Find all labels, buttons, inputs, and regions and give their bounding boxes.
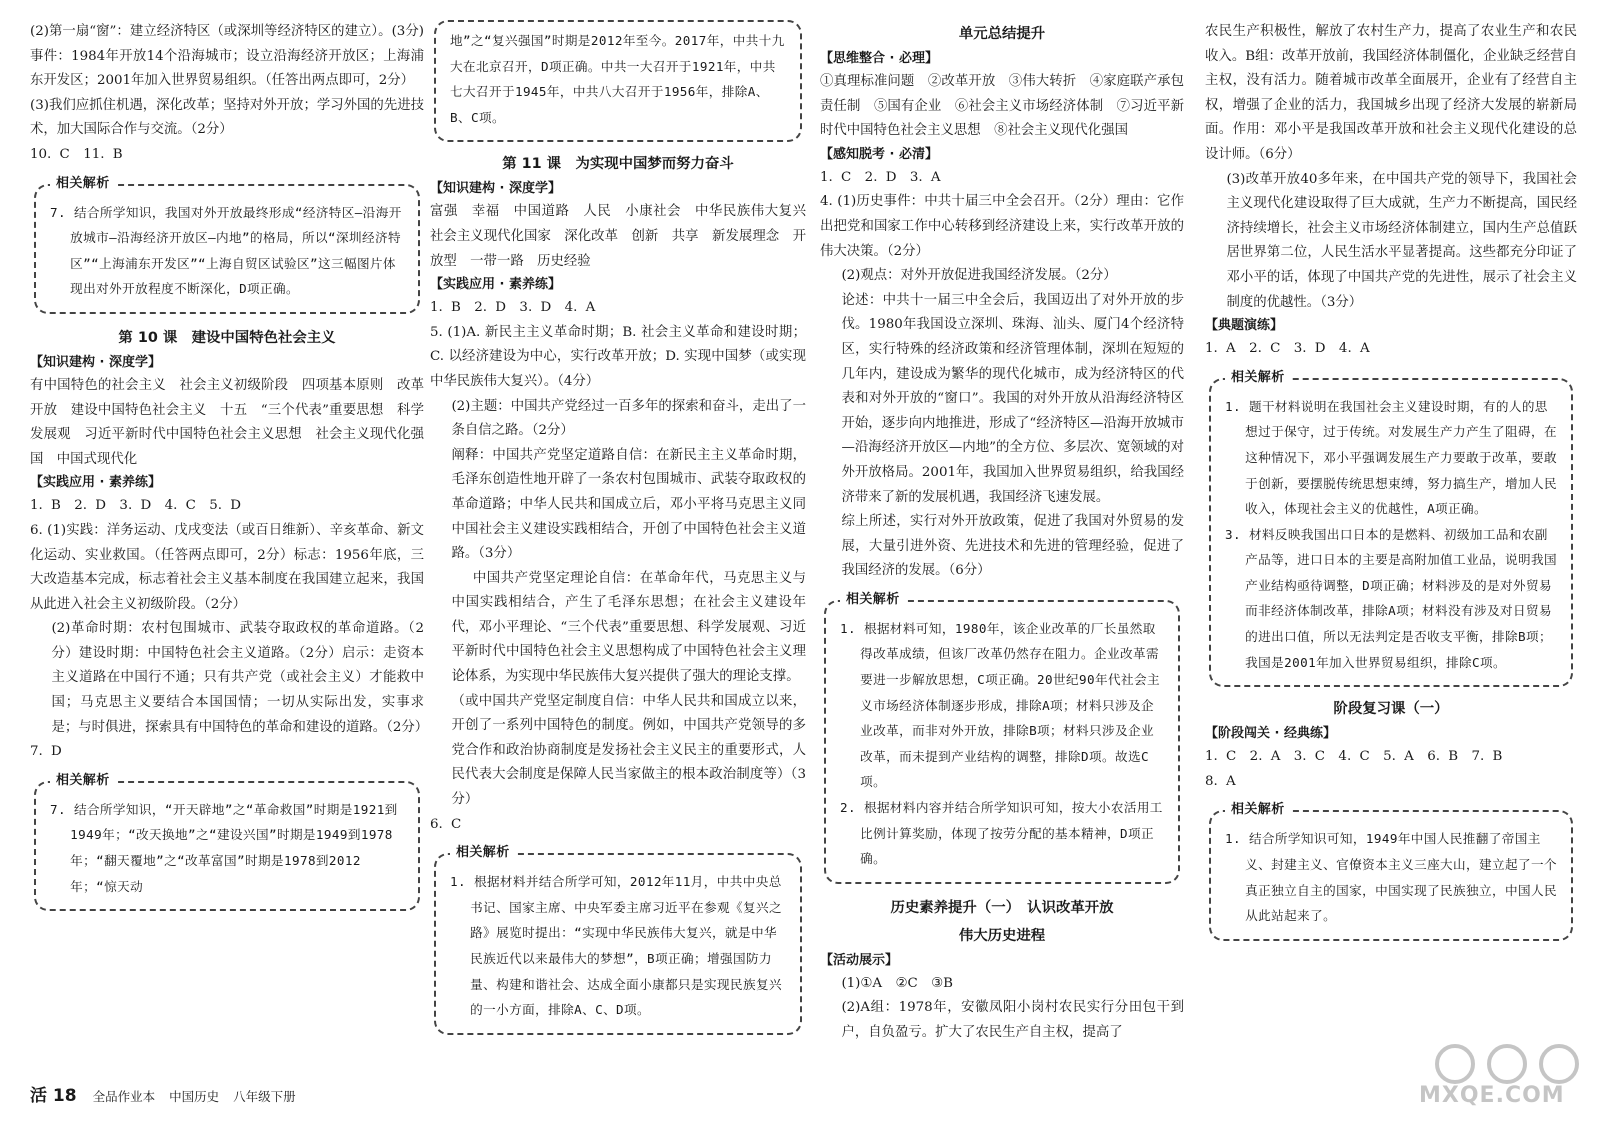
analysis-label: 相关解析: [450, 843, 516, 863]
analysis-label: 相关解析: [50, 174, 116, 194]
choice-answers: 7. D: [30, 744, 62, 760]
choice-answers: 1. B 2. D 3. D 4. A: [430, 300, 596, 316]
analysis-item: 1. 根据材料可知，1980年，该企业改革的厂长虽然取得改革成绩，但该厂改革仍然存在阻力。企业改革需要进一步解放思想，C项正确。20世纪90年代社会主义市场经济体制逐步形成，排除A项；材料只涉及企业改革，而非对外开放，排除B项；材料只涉及企业改革，而未提到产业结构的调整，排除D项。故选C项。: [840, 620, 1160, 790]
answer-text: 农民生产积极性，解放了农村生产力，提高了农业生产和农民收入。B组：改革开放前，我国经济体制僵化，企业缺乏经营自主权，没有活力。随着城市改革全面展开，企业有了经营自主权，增强了企业的活力，我国城乡出现了经济大发展的崭新局面。作用：邓小平是我国改革开放和社会主义现代化建设的总设计师。（6分）: [1205, 24, 1577, 162]
page-footer: [30, 1082, 630, 1111]
answer-text: (2)主题：中国共产党经过一百多年的探索和奋斗，走出了一条自信之路。（2分）: [451, 398, 806, 439]
analysis-label: 相关解析: [1225, 368, 1291, 388]
column-1: [30, 20, 429, 919]
choice-answers: 1. C 2. A 3. C 4. C 5. A 6. B 7. B: [1205, 749, 1503, 765]
analysis-item: 7. 结合所学知识，“开天辟地”之“革命救国”时期是1921到1949年；“改天换地”之“建设兴国”时期是1949到1978年；“翻天覆地”之“改革富国”时期是1978到2012年；“惊天动: [50, 801, 398, 894]
keyword-list: 富强 幸福 中国道路 人民 小康社会 中华民族伟大复兴 社会主义现代化国家 深化改革 创新 共享 新发展理念 开放型 一带一路 历史经验: [430, 204, 820, 269]
watermark-text: MXQE.COM: [1419, 1083, 1565, 1108]
answer-text: 阐释：中国共产党坚定道路自信：在新民主主义革命时期，毛泽东创造性地开辟了一条农村包围城市、武装夺取政权的革命道路；中华人民共和国成立后，邓小平将马克思主义同中国社会主义建设实践相结合，开创了中国特色社会主义道路。（3分）: [451, 447, 806, 562]
unit-summary-title: 单元总结提升: [958, 26, 1046, 42]
choice-answers: 8. A: [1205, 773, 1236, 789]
answer-text: 中国共产党坚定理论自信：在革命年代，马克思主义与中国实践相结合，产生了毛泽东思想；在社会主义建设年代，邓小平理论、“三个代表”重要思想、科学发展观、习近平新时代中国特色社会主义思想构成了中国特色社会主义理论体系，为实现中华民族伟大复兴提供了强大的理论支撑。: [451, 570, 806, 685]
book-name: 全品作业本: [92, 1089, 156, 1104]
answer-text: (2)革命时期：农村包围城市、武装夺取政权的革命道路。（2分）建设时期：中国特色社会主义道路。（2分）启示：走资本主义道路在中国行不通；只有共产党（或社会主义）才能救中国；马克思主义要结合本国国情；一切从实际出发，实事求是；与时俱进，探索具有中国特色的革命和建设的道路。（2分）: [51, 621, 429, 735]
analysis-item: 1. 根据材料并结合所学可知，2012年11月，中共中央总书记、国家主席、中央军委主席习近平在参观《复兴之路》展览时提出：“实现中华民族伟大复兴，就是中华民族近代以来最伟大的梦想”，B项正确；增强国防力量、构建和谐社会、达成全面小康都只是实现民族复兴的一小方面，排除A、C、D项。: [450, 874, 783, 1018]
section-heading: 【典题演练】: [1205, 318, 1284, 334]
section-heading: 【活动展示】: [820, 952, 899, 968]
choice-answers: 10. C 11. B: [30, 146, 123, 162]
section-heading: 【思维整合 · 必理】: [820, 51, 938, 66]
keyword-list: 有中国特色的社会主义 社会主义初级阶段 四项基本原则 改革开放 建设中国特色社会主义 十五 “三个代表”重要思想 科学发展观 习近平新时代中国特色社会主义思想 社会主义现代化强国 中国式现代化: [30, 377, 424, 467]
analysis-box: [1209, 802, 1573, 940]
lesson-title: 第 11 课 为实现中国梦而努力奋斗: [502, 156, 734, 173]
answer-text: (3)我们应抓住机遇，深化改革；坚持对外开放；学习外国的先进技术，加大国际合作与交流。（2分）: [30, 97, 424, 138]
keyword-list: ①真理标准问题 ②改革开放 ③伟大转折 ④家庭联产承包责任制 ⑤国有企业 ⑥社会主义市场经济体制 ⑦习近平新时代中国特色社会主义思想 ⑧社会主义现代化强国: [820, 74, 1184, 139]
analysis-box: [34, 772, 420, 911]
answer-text: (2)A组：1978年，安徽凤阳小岗村农民实行分田包干到户，自负盈亏。扩大了农民生产自主权，提高了: [841, 1000, 1184, 1040]
analysis-box: [34, 175, 420, 314]
grade-name: 八年级下册: [233, 1089, 296, 1104]
answer-text: 5. (1)A. 新民主主义革命时期；B. 社会主义革命和建设时期；C. 以经济建设为中心，实行改革开放；D. 实现中国梦（或实现中华民族伟大复兴）。（4分）: [430, 324, 806, 389]
analysis-item: 地”之“复兴强国”时期是2012年至今。2017年，中共十九大在北京召开，D项正确。中共一大召开于1921年，中共七大召开于1945年，中共八大召开于1956年，排除A、B、C项。: [450, 33, 785, 125]
analysis-item: 3. 材料反映我国出口日本的是燃料、初级加工品和农副产品等，进口日本的主要是高附加值工业品，说明我国产业结构亟待调整，D项正确；材料涉及的是对外贸易而非经济体制改革，排除A项；材料没有涉及对日贸易的进出口值，所以无法判定是否收支平衡，排除B项；我国是2001年加入世界贸易组织，排除C项。: [1225, 526, 1558, 670]
section-heading: 【知识建构 · 深度学】: [30, 354, 161, 370]
answer-text: 论述：中共十一届三中全会后，我国迈出了对外开放的步伐。1980年我国设立深圳、珠海、汕头、厦门4个经济特区，实行特殊的经济政策和经济管理体制，深圳在短短的几年内，建设成为繁华的现代化城市，成为经济特区的代表和对外开放的“窗口”。我国的对外开放从沿海经济特区开始，逐步向内地推进，形成了“经济特区—沿海开放城市—沿海经济开放区—内地”的全方位、多层次、宽领域的对外开放格局。2001年，我国加入世界贸易组织，给我国经济带来了新的发展机遇，我国经济飞速发展。: [841, 292, 1184, 505]
answer-text: 4. (1)历史事件：中共十届三中全会召开。（2分）理由：它作出把党和国家工作中心转移到经济建设上来，实行改革开放的伟大决策。（2分）: [820, 194, 1184, 259]
watermark: [1415, 1040, 1595, 1116]
choice-answers: 6. C: [430, 816, 462, 832]
analysis-label: 相关解析: [1225, 800, 1291, 820]
column-3: [820, 20, 1184, 1046]
analysis-label: 相关解析: [50, 771, 116, 791]
section-heading: 【阶段闯关 · 经典练】: [1205, 726, 1336, 742]
column-2: [430, 20, 820, 1043]
analysis-item: 2. 根据材料内容并结合所学知识可知，按大小农活用工比例计算奖励，体现了按劳分配的基本精神，D项正确。: [840, 800, 1163, 867]
lesson-title: 第 10 课 建设中国特色社会主义: [118, 329, 336, 346]
literacy-subtitle: 伟大历史进程: [958, 927, 1046, 944]
column-4: [1205, 20, 1577, 949]
choice-answers: 1. C 2. D 3. A: [820, 169, 941, 185]
answer-text: 综上所述，实行对外开放政策，促进了我国对外贸易的发展，大量引进外资、先进技术和先进的管理经验，促进了我国经济的发展。（6分）: [841, 514, 1184, 579]
analysis-item: 7. 结合所学知识，我国对外开放最终形成“经济特区—沿海开放城市—沿海经济开放区—内地”的格局，所以“深圳经济特区”“上海浦东开发区”“上海自贸区试验区”这三幅图片体现出对外开放程度不断深化，D项正确。: [50, 204, 402, 297]
section-heading: 【实践应用 · 素养练】: [430, 277, 561, 293]
subject-name: 中国历史: [169, 1089, 220, 1104]
analysis-item: 1. 题干材料说明在我国社会主义建设时期，有的人的思想过于保守，过于传统。对发展生产力产生了阻碍，在这种情况下，邓小平强调发展生产力要敢于改革，要敢于创新，要摆脱传统思想束缚，努力搞生产，增加人民收入，体现社会主义的优越性，A项正确。: [1225, 398, 1558, 517]
answer-text: (1)①A ②C ③B: [841, 975, 953, 991]
answer-text: (3)改革开放40多年来，在中国共产党的领导下，我国社会主义现代化建设取得了巨大成就，生产力不断提高，国民经济持续增长，社会主义市场经济体制建立，国内生产总值跃居世界第二位，人民生活水平显著提高。这些都充分印证了邓小平的话，体现了中国共产党的先进性，展示了社会主义制度的优越性。（3分）: [1226, 171, 1577, 310]
literacy-title: 历史素养提升（一） 认识改革开放: [890, 899, 1114, 916]
choice-answers: 1. A 2. C 3. D 4. A: [1205, 341, 1370, 357]
page-number: 活 18: [30, 1086, 77, 1106]
answer-text: (2)观点：对外开放促进我国经济发展。（2分）: [841, 268, 1117, 284]
analysis-box-continued: [434, 20, 802, 142]
review-title: 阶段复习课（一）: [1333, 701, 1449, 718]
section-heading: 【实践应用 · 素养练】: [30, 475, 161, 491]
answer-text: （或中国共产党坚定制度自信：中华人民共和国成立以来，开创了一系列中国特色的制度。例如，中国共产党领导的多党合作和政治协商制度是发扬社会主义民主的重要形式，人民代表大会制度是保障人民当家做主的根本政治制度等）（3分）: [451, 693, 806, 808]
analysis-label: 相关解析: [840, 590, 906, 610]
analysis-box: [1209, 369, 1573, 688]
analysis-box: [434, 845, 802, 1035]
section-heading: 【知识建构 · 深度学】: [430, 181, 561, 197]
section-heading: 【感知脱考 · 必清】: [820, 146, 938, 162]
analysis-box: [824, 591, 1180, 884]
answer-text: 6. (1)实践：洋务运动、戊戌变法（或百日维新）、辛亥革命、新文化运动、实业救国。（任答两点即可，2分）标志：1956年底，三大改造基本完成，标志着社会主义基本制度在我国建立起来，我国从此进入社会主义初级阶段。（2分）: [30, 522, 424, 612]
answer-text: (2)第一扇“窗”：建立经济特区（或深圳等经济特区的建立）。(3分)事件：1984年开放14个沿海城市；设立沿海经济开放区；上海浦东开发区；2001年加入世界贸易组织。（任答出两点即可，2分）: [30, 24, 424, 89]
choice-answers: 1. B 2. D 3. D 4. C 5. D: [30, 498, 242, 514]
analysis-item: 1. 结合所学知识可知，1949年中国人民推翻了帝国主义、封建主义、官僚资本主义三座大山，建立起了一个真正独立自主的国家，中国实现了民族独立，中国人民从此站起来了。: [1225, 831, 1558, 924]
